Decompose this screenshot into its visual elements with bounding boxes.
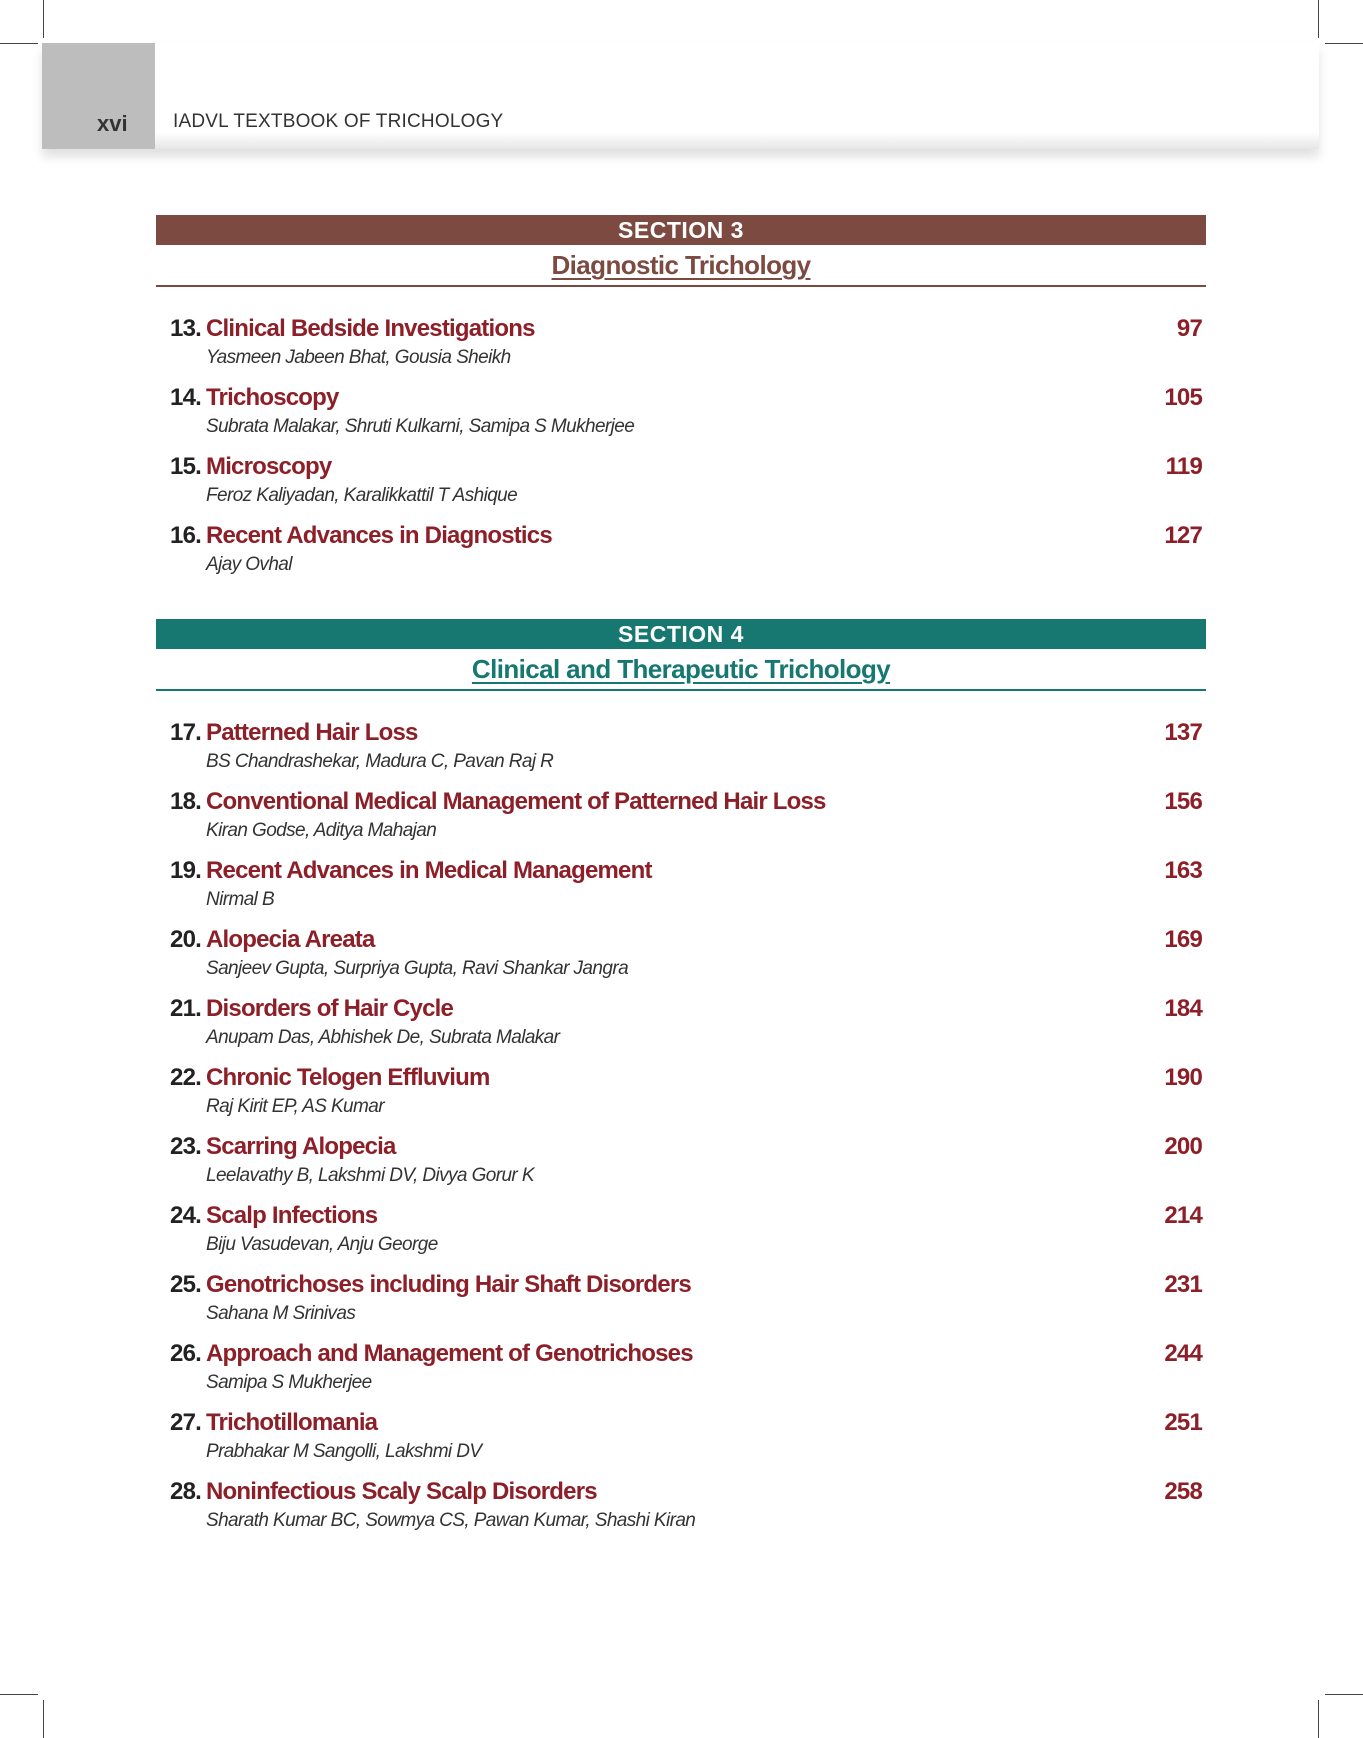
- chapter-authors: Prabhakar M Sangolli, Lakshmi DV: [206, 1441, 482, 1462]
- chapter-number: 22.: [170, 1064, 201, 1091]
- chapter-number: 14.: [170, 384, 201, 411]
- chapter-entry[interactable]: [156, 1409, 1206, 1478]
- chapter-title[interactable]: Recent Advances in Medical Management: [206, 857, 652, 884]
- chapter-entry[interactable]: [156, 453, 1206, 522]
- chapter-authors: Sharath Kumar BC, Sowmya CS, Pawan Kumar, Shashi Kiran: [206, 1510, 696, 1531]
- chapter-title[interactable]: Clinical Bedside Investigations: [206, 315, 535, 342]
- chapter-title[interactable]: Trichoscopy: [206, 384, 339, 411]
- chapter-title[interactable]: Scalp Infections: [206, 1202, 378, 1229]
- crop-mark: [0, 43, 38, 44]
- chapter-authors: Anupam Das, Abhishek De, Subrata Malakar: [206, 1027, 560, 1048]
- chapter-title[interactable]: Microscopy: [206, 453, 332, 480]
- chapter-page: 119: [1165, 453, 1202, 480]
- crop-mark: [1325, 43, 1363, 44]
- chapter-title[interactable]: Approach and Management of Genotrichoses: [206, 1340, 693, 1367]
- chapter-number: 23.: [170, 1133, 201, 1160]
- chapter-number: 18.: [170, 788, 201, 815]
- chapter-number: 19.: [170, 857, 201, 884]
- chapter-entry[interactable]: [156, 1271, 1206, 1340]
- crop-mark: [1318, 0, 1319, 38]
- chapter-title[interactable]: Patterned Hair Loss: [206, 719, 418, 746]
- crop-mark: [43, 1700, 44, 1738]
- chapter-page: 190: [1164, 1064, 1202, 1091]
- chapter-number: 16.: [170, 522, 201, 549]
- chapter-page: 156: [1164, 788, 1202, 815]
- chapter-entry[interactable]: [156, 315, 1206, 384]
- chapter-number: 15.: [170, 453, 201, 480]
- chapter-authors: Leelavathy B, Lakshmi DV, Divya Gorur K: [206, 1165, 534, 1186]
- running-header: [42, 43, 1319, 149]
- chapter-page: 200: [1164, 1133, 1202, 1160]
- chapter-list: [156, 315, 1206, 591]
- chapter-page: 231: [1164, 1271, 1202, 1298]
- chapter-page: 214: [1164, 1202, 1202, 1229]
- chapter-authors: Nirmal B: [206, 889, 275, 910]
- chapter-title[interactable]: Disorders of Hair Cycle: [206, 995, 454, 1022]
- chapter-entry[interactable]: [156, 522, 1206, 591]
- chapter-number: 21.: [170, 995, 201, 1022]
- chapter-number: 20.: [170, 926, 201, 953]
- chapter-entry[interactable]: [156, 1340, 1206, 1409]
- chapter-number: 26.: [170, 1340, 201, 1367]
- chapter-authors: Raj Kirit EP, AS Kumar: [206, 1096, 384, 1117]
- chapter-page: 169: [1164, 926, 1202, 953]
- chapter-title[interactable]: Noninfectious Scaly Scalp Disorders: [206, 1478, 597, 1505]
- chapter-entry[interactable]: [156, 995, 1206, 1064]
- chapter-title[interactable]: Genotrichoses including Hair Shaft Disorders: [206, 1271, 691, 1298]
- chapter-page: 137: [1164, 719, 1202, 746]
- chapter-entry[interactable]: [156, 1133, 1206, 1202]
- chapter-authors: BS Chandrashekar, Madura C, Pavan Raj R: [206, 751, 554, 772]
- crop-mark: [1318, 1700, 1319, 1738]
- chapter-number: 25.: [170, 1271, 201, 1298]
- chapter-title[interactable]: Conventional Medical Management of Patterned Hair Loss: [206, 788, 826, 815]
- chapter-authors: Biju Vasudevan, Anju George: [206, 1234, 438, 1255]
- chapter-authors: Ajay Ovhal: [206, 554, 292, 575]
- chapter-entry[interactable]: [156, 788, 1206, 857]
- chapter-title[interactable]: Trichotillomania: [206, 1409, 378, 1436]
- chapter-entry[interactable]: [156, 857, 1206, 926]
- chapter-authors: Sanjeev Gupta, Surpriya Gupta, Ravi Shankar Jangra: [206, 958, 629, 979]
- chapter-list: [156, 719, 1206, 1547]
- section-label: SECTION 4: [156, 619, 1206, 649]
- chapter-entry[interactable]: [156, 1064, 1206, 1133]
- chapter-number: 24.: [170, 1202, 201, 1229]
- crop-mark: [0, 1694, 38, 1695]
- chapter-number: 17.: [170, 719, 201, 746]
- chapter-page: 163: [1164, 857, 1202, 884]
- chapter-page: 258: [1164, 1478, 1202, 1505]
- crop-mark: [43, 0, 44, 38]
- chapter-authors: Subrata Malakar, Shruti Kulkarni, Samipa S Mukherjee: [206, 416, 635, 437]
- book-title: IADVL TEXTBOOK OF TRICHOLOGY: [173, 111, 504, 132]
- chapter-title[interactable]: Chronic Telogen Effluvium: [206, 1064, 490, 1091]
- section-label: SECTION 3: [156, 215, 1206, 245]
- chapter-page: 97: [1176, 315, 1202, 342]
- chapter-number: 13.: [170, 315, 201, 342]
- section-3: [156, 215, 1206, 591]
- chapter-title[interactable]: Alopecia Areata: [206, 926, 375, 953]
- chapter-entry[interactable]: [156, 1478, 1206, 1547]
- chapter-page: 251: [1164, 1409, 1202, 1436]
- chapter-title[interactable]: Recent Advances in Diagnostics: [206, 522, 552, 549]
- chapter-title[interactable]: Scarring Alopecia: [206, 1133, 396, 1160]
- chapter-entry[interactable]: [156, 384, 1206, 453]
- page-number: xvi: [97, 111, 128, 136]
- chapter-entry[interactable]: [156, 926, 1206, 995]
- chapter-authors: Yasmeen Jabeen Bhat, Gousia Sheikh: [206, 347, 511, 368]
- chapter-authors: Sahana M Srinivas: [206, 1303, 356, 1324]
- section-title: Clinical and Therapeutic Trichology: [156, 649, 1206, 691]
- chapter-page: 127: [1164, 522, 1202, 549]
- chapter-number: 27.: [170, 1409, 201, 1436]
- chapter-page: 244: [1164, 1340, 1202, 1367]
- crop-mark: [1325, 1694, 1363, 1695]
- chapter-page: 184: [1164, 995, 1202, 1022]
- section-title: Diagnostic Trichology: [156, 245, 1206, 287]
- chapter-entry[interactable]: [156, 1202, 1206, 1271]
- chapter-authors: Kiran Godse, Aditya Mahajan: [206, 820, 437, 841]
- chapter-authors: Samipa S Mukherjee: [206, 1372, 372, 1393]
- chapter-page: 105: [1164, 384, 1202, 411]
- chapter-authors: Feroz Kaliyadan, Karalikkattil T Ashique: [206, 485, 518, 506]
- chapter-number: 28.: [170, 1478, 201, 1505]
- section-4: [156, 619, 1206, 1547]
- chapter-entry[interactable]: [156, 719, 1206, 788]
